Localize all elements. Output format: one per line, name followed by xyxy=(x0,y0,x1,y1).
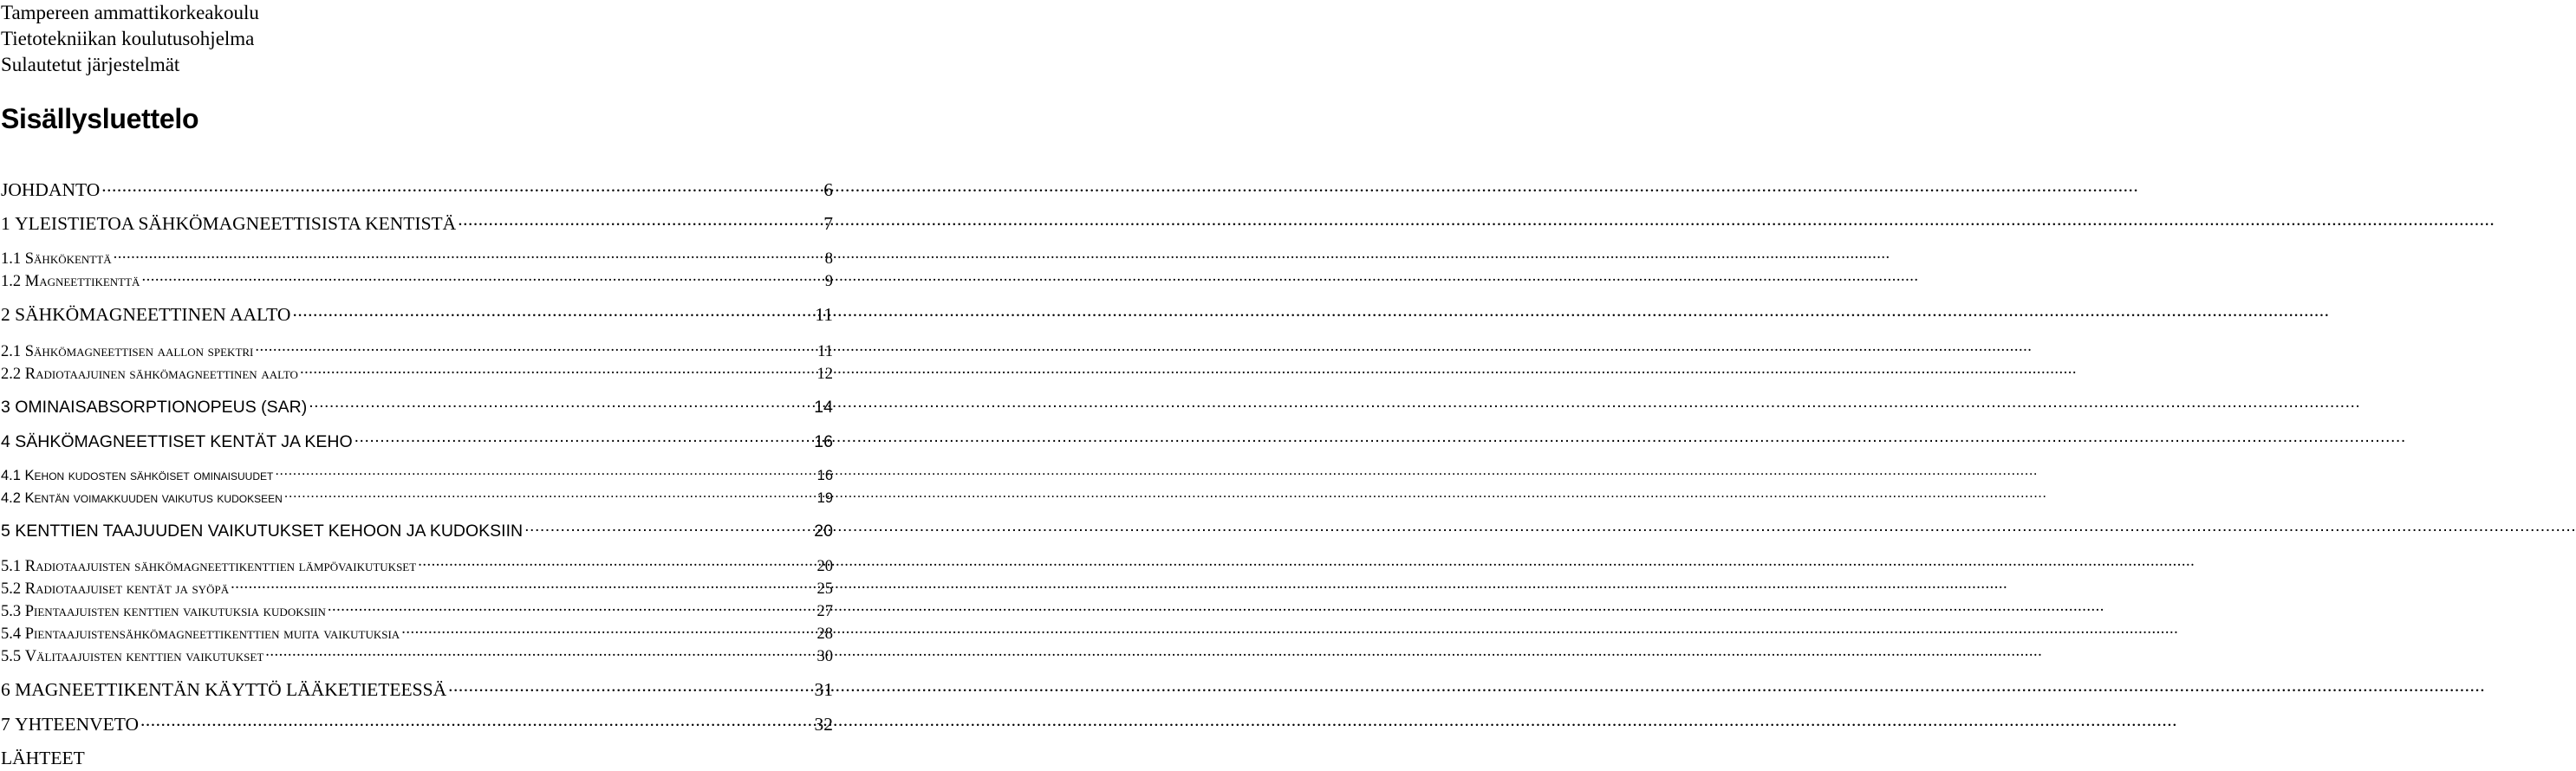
page-title: Sisällysluettelo xyxy=(1,103,199,134)
toc-entry-number: 4 xyxy=(1,432,16,451)
toc-entry-page: 14 xyxy=(814,398,833,417)
toc-entry-title: Sähkökenttä xyxy=(24,249,112,268)
toc-entry-page: 20 xyxy=(814,522,833,541)
toc-entry-number: 5.5 xyxy=(1,647,25,665)
toc-entry[interactable] xyxy=(1,645,835,667)
toc-entry-page: 6 xyxy=(823,179,833,200)
toc-entry-title: JOHDANTO xyxy=(1,179,101,200)
toc-leader-dots xyxy=(328,599,807,616)
toc-entry-number: 3 xyxy=(1,398,16,417)
toc-entry-title: KENTTIEN TAAJUUDEN VAIKUTUKSET KEHOON JA KUDOKSIIN xyxy=(15,522,524,541)
toc-entry[interactable] xyxy=(1,269,835,292)
toc-leader-dots xyxy=(300,362,807,379)
toc-entry-page: 27 xyxy=(816,602,833,620)
toc-leader-dots xyxy=(265,645,807,661)
toc-entry-number: 6 xyxy=(1,679,16,700)
toc-leader-dots xyxy=(355,431,807,448)
specialization: Sulautetut järjestelmät xyxy=(1,54,180,75)
toc-entry-number: 1.1 xyxy=(1,249,25,268)
toc-leader-dots xyxy=(524,520,807,537)
toc-entry-title: MAGNEETTIKENTÄN KÄYTTÖ LÄÄKETIETEESSÄ xyxy=(15,679,447,700)
toc-leader-dots xyxy=(101,178,807,197)
toc-entry[interactable] xyxy=(1,177,835,203)
toc-entry[interactable] xyxy=(1,518,835,544)
toc-entry-page: 31 xyxy=(814,679,833,700)
toc-entry-page: 12 xyxy=(816,365,833,383)
toc-entry-title: Pientaajuistensähkömagneettikenttien muita vaikutuksia xyxy=(24,625,400,643)
toc-leader-dots xyxy=(255,340,807,356)
toc-entry[interactable] xyxy=(1,711,835,737)
toc-entry-page: 9 xyxy=(824,272,833,290)
toc-entry-title: Sähkömagneettisen aallon spektri xyxy=(24,342,254,360)
toc-leader-dots xyxy=(140,712,807,731)
document-header xyxy=(1,0,259,78)
toc-entry-page: 11 xyxy=(817,342,833,360)
toc-entry-title: Välitaajuisten kenttien vaikutukset xyxy=(24,647,264,665)
toc-entry-number: 2.1 xyxy=(1,342,25,360)
toc-entry-number: 1 xyxy=(1,213,16,234)
toc-entry[interactable] xyxy=(1,745,111,771)
toc-entry-title: Kehon kudosten sähköiset ominaisuudet xyxy=(24,468,274,483)
toc-entry-page: 20 xyxy=(816,557,833,575)
toc-entry-title: Kentän voimakkuuden vaikutus kudokseen xyxy=(24,490,283,506)
toc-entry-number: 5.1 xyxy=(1,557,25,575)
toc-entry-title: OMINAISABSORPTIONOPEUS (SAR) xyxy=(15,398,308,417)
toc-entry-title: Radiotaajuinen sähkömagneettinen aalto xyxy=(24,365,298,383)
toc-entry-title: Radiotaajuiset kentät ja syöpä xyxy=(24,580,230,598)
toc-entry[interactable] xyxy=(1,362,835,385)
toc-entry-number: 4.2 xyxy=(1,490,25,506)
toc-entry[interactable] xyxy=(1,429,835,455)
toc-entry-number: 5 xyxy=(1,522,16,541)
toc-leader-dots xyxy=(275,466,807,481)
toc-leader-dots xyxy=(284,489,807,503)
toc-entry-title: Radiotaajuisten sähkömagneettikenttien lämpövaikutukset xyxy=(24,557,417,575)
toc-entry-title: YHTEENVETO xyxy=(15,714,140,735)
toc-entry-page: 8 xyxy=(824,249,833,268)
toc-entry[interactable] xyxy=(1,394,835,420)
toc-entry-page: 16 xyxy=(814,432,833,451)
toc-leader-dots xyxy=(309,396,807,413)
toc-entry-title: SÄHKÖMAGNEETTISET KENTÄT JA KEHO xyxy=(15,432,353,451)
toc-entry-title: Magneettikenttä xyxy=(24,272,140,290)
toc-entry-title: SÄHKÖMAGNEETTINEN AALTO xyxy=(15,304,291,325)
toc-entry-number: 2.2 xyxy=(1,365,25,383)
toc-entry-number: 5.4 xyxy=(1,625,25,643)
toc-leader-dots xyxy=(418,554,807,571)
toc-entry[interactable] xyxy=(1,211,835,236)
toc-entry-number: 5.2 xyxy=(1,580,25,598)
toc-leader-dots xyxy=(114,247,807,263)
toc-leader-dots xyxy=(141,269,807,286)
toc-leader-dots xyxy=(458,211,807,230)
toc-leader-dots xyxy=(448,677,807,696)
toc-entry[interactable] xyxy=(1,677,835,703)
degree-programme: Tietotekniikan koulutusohjelma xyxy=(1,28,255,49)
toc-entry[interactable] xyxy=(1,487,835,509)
toc-entry[interactable] xyxy=(1,301,835,327)
toc-leader-dots xyxy=(401,622,807,638)
toc-leader-dots xyxy=(231,577,807,593)
institution-name: Tampereen ammattikorkeakoulu xyxy=(1,2,259,23)
toc-entry-number: 2 xyxy=(1,304,16,325)
toc-entry-number: 1.2 xyxy=(1,272,25,290)
toc-leader-dots xyxy=(292,302,807,321)
toc-entry-number: 5.3 xyxy=(1,602,25,620)
toc-entry-number: 7 xyxy=(1,714,16,735)
toc-entry-title: YLEISTIETOA SÄHKÖMAGNEETTISISTA KENTISTÄ xyxy=(15,213,457,234)
toc-entry-page: 30 xyxy=(816,647,833,665)
toc-entry-page: 32 xyxy=(814,714,833,735)
toc-entry-page: 16 xyxy=(816,468,833,483)
toc-entry-page: 7 xyxy=(823,213,833,234)
toc-entry-title: Pientaajuisten kenttien vaikutuksia kudoksiin xyxy=(24,602,326,620)
toc-entry-page: 19 xyxy=(816,490,833,506)
toc-entry-page: 28 xyxy=(816,625,833,643)
toc-entry-page: 11 xyxy=(815,304,833,325)
toc-entry-number: 4.1 xyxy=(1,468,25,483)
toc-entry-page: 25 xyxy=(816,580,833,598)
toc-entry-title: LÄHTEET xyxy=(1,748,85,768)
